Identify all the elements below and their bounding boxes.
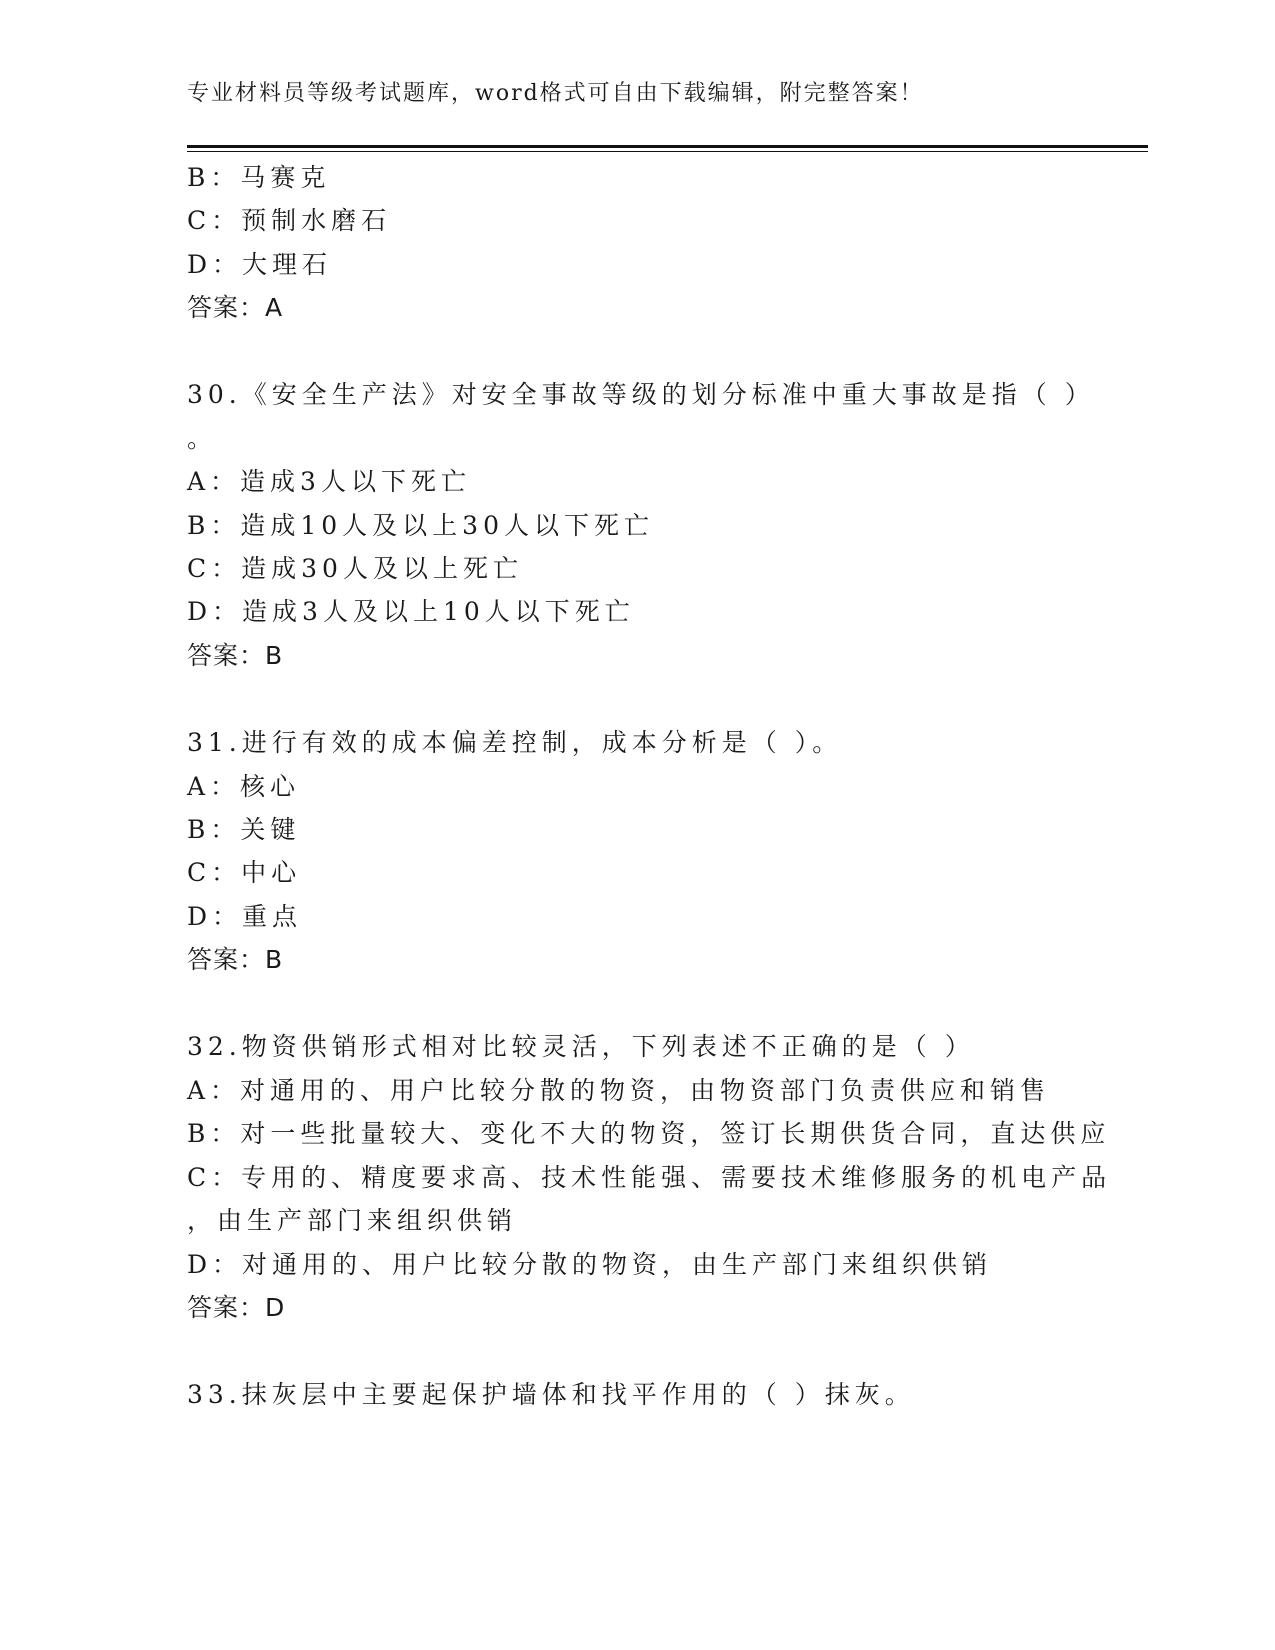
q31-option-b: B：关键 bbox=[187, 815, 301, 844]
q31-answer: 答案：B bbox=[187, 945, 284, 974]
q30-question-continued: 。 bbox=[187, 424, 218, 453]
q32-option-d: D：对通用的、用户比较分散的物资，由生产部门来组织供销 bbox=[187, 1250, 993, 1279]
q30-question: 30.《安全生产法》对安全事故等级的划分标准中重大事故是指（ ） bbox=[187, 380, 1095, 409]
q30-answer: 答案：B bbox=[187, 641, 284, 670]
page-header: 专业材料员等级考试题库，word格式可自由下载编辑，附完整答案！ bbox=[187, 81, 924, 106]
q32-option-c-continued: ，由生产部门来组织供销 bbox=[187, 1206, 518, 1235]
q32-option-c: C：专用的、精度要求高、技术性能强、需要技术维修服务的机电产品 bbox=[187, 1163, 1112, 1192]
q30-option-b: B：造成10人及以上30人以下死亡 bbox=[187, 511, 654, 540]
q32-option-a: A：对通用的、用户比较分散的物资，由物资部门负责供应和销售 bbox=[187, 1076, 1051, 1105]
q29-option-b: B：马赛克 bbox=[187, 163, 331, 192]
q32-option-b: B：对一些批量较大、变化不大的物资，签订长期供货合同，直达供应 bbox=[187, 1119, 1111, 1148]
q33-question: 33.抹灰层中主要起保护墙体和找平作用的（ ）抹灰。 bbox=[187, 1380, 915, 1409]
q31-option-c: C：中心 bbox=[187, 858, 302, 887]
q32-question: 32.物资供销形式相对比较灵活，下列表述不正确的是（ ） bbox=[187, 1032, 975, 1061]
q32-answer: 答案：D bbox=[187, 1293, 286, 1322]
q30-option-d: D：造成3人及以上10人以下死亡 bbox=[187, 597, 635, 626]
q31-option-d: D：重点 bbox=[187, 902, 303, 931]
header-divider-thin bbox=[187, 151, 1148, 152]
q29-option-c: C：预制水磨石 bbox=[187, 206, 392, 235]
q31-option-a: A：核心 bbox=[187, 772, 301, 801]
q31-question: 31.进行有效的成本偏差控制，成本分析是（ ）。 bbox=[187, 728, 843, 757]
q30-option-a: A：造成3人以下死亡 bbox=[187, 467, 471, 496]
q30-option-c: C：造成30人及以上死亡 bbox=[187, 554, 523, 583]
header-divider-thick bbox=[187, 145, 1148, 148]
q29-option-d: D：大理石 bbox=[187, 250, 333, 279]
q29-answer: 答案：A bbox=[187, 293, 284, 322]
